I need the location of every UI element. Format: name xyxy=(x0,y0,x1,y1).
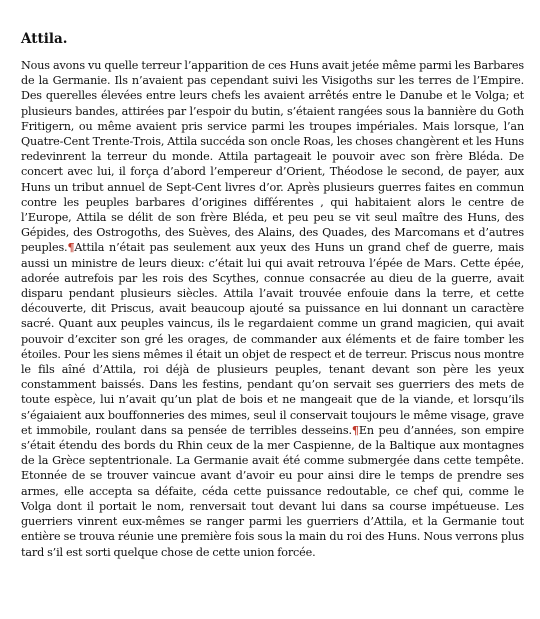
text-segment: Nous avons vu quelle terreur l’apparition de ces Huns avait jetée même parmi les Barbares de la Germanie. Ils n’avaient pas cependant suivi les Visigoths sur les terres de l’Empire. Des querelles élevées entre leurs chefs les avaient arrêtés entre le Danube et le Volga; et plusieurs bandes, attirées par l’espoir du butin, s’étaient rangées sous la bannière du Goth Fritigern, ou même avaient pris service parmi les troupes impériales. Mais lorsque, l’an Quatre-Cent Trente-Trois, Attila succéda son oncle Roas, les choses changèrent et les Huns redevinrent la terreur du monde. Attila partageait le pouvoir avec son frère Bléda. De concert avec lui, il força d’abord l’empereur d’Orient, Théodose le second, de payer, aux Huns un tribut annuel de Sept-Cent livres d’or. Après plusieurs guerres faites en commun contre les peuples barbares d’origines différentes , qui habitaient alors le centre de l’Europe, Attila se délit de son frère Bléda, et peu peu se vit seul maître des Huns, des Gépides, des Ostrogoths, des Suèves, des Alains, des Quades, des Marcomans et d’autres peuples. xyxy=(21,59,524,255)
text-segment: En peu d’années, son empire s’était étendu des bords du Rhin ceux de la mer Caspienne, de la Baltique aux montagnes de la Grèce septentrionale. La Germanie avait été comme submergée dans cette tempête. Etonnée de se trouver vaincue avant d’avoir eu pour ainsi dire le temps de prendre ses armes, elle accepta sa défaite, céda cette puissance redoutable, ce chef qui, comme le Volga dont il portait le nom, renversait tout devant lui dans sa course impétueuse. Les guerriers vinrent eux-mêmes se ranger parmi les guerriers d’Attila, et la Germanie tout entière se trouva réunie une première fois sous la main du roi des Huns. Nous verrons plus tard s’il est sorti quelque chose de cette union forcée. xyxy=(21,423,524,559)
pilcrow-mark: ¶ xyxy=(351,422,359,437)
pilcrow-mark: ¶ xyxy=(67,240,75,255)
document-title: Attila. xyxy=(21,31,68,47)
text-segment: Attila n’était pas seulement aux yeux des Huns un grand chef de guerre, mais aussi un ministre de leurs dieux: c’était lui qui avait retrouva l’épée de Mars. Cette épée, adorée autrefois par les rois des Scythes, connue consacrée au dieu de la guerre, avait disparu pendant plusieurs siècles. Attila l’avait trouvée enfouie dans la terre, et cette découverte, dit Priscus, avait beaucoup ajouté sa puissance en lui donnant un caractère sacré. Quant aux peuples vaincus, ils le regardaient comme un grand magicien, qui avait pouvoir d’exciter son gré les orages, de commander aux éléments et de faire tomber les étoiles. Pour les siens mêmes il était un objet de respect et de terreur. Priscus nous montre le fils aîné d’Attila, roi déjà de plusieurs peuples, tenant devant son père les yeux constamment baissés. Dans les festins, pendant qu’on servait ses guerriers des mets de toute espèce, lui n’avait qu’un plat de bois et ne mangeait que de la viande, et lorsqu’ils s’égaiaient aux bouffonneries des mimes, seul il conservait toujours le même visage, grave et immobile, roulant dans sa pensée de terribles desseins. xyxy=(21,241,524,437)
body-paragraph xyxy=(21,58,524,560)
